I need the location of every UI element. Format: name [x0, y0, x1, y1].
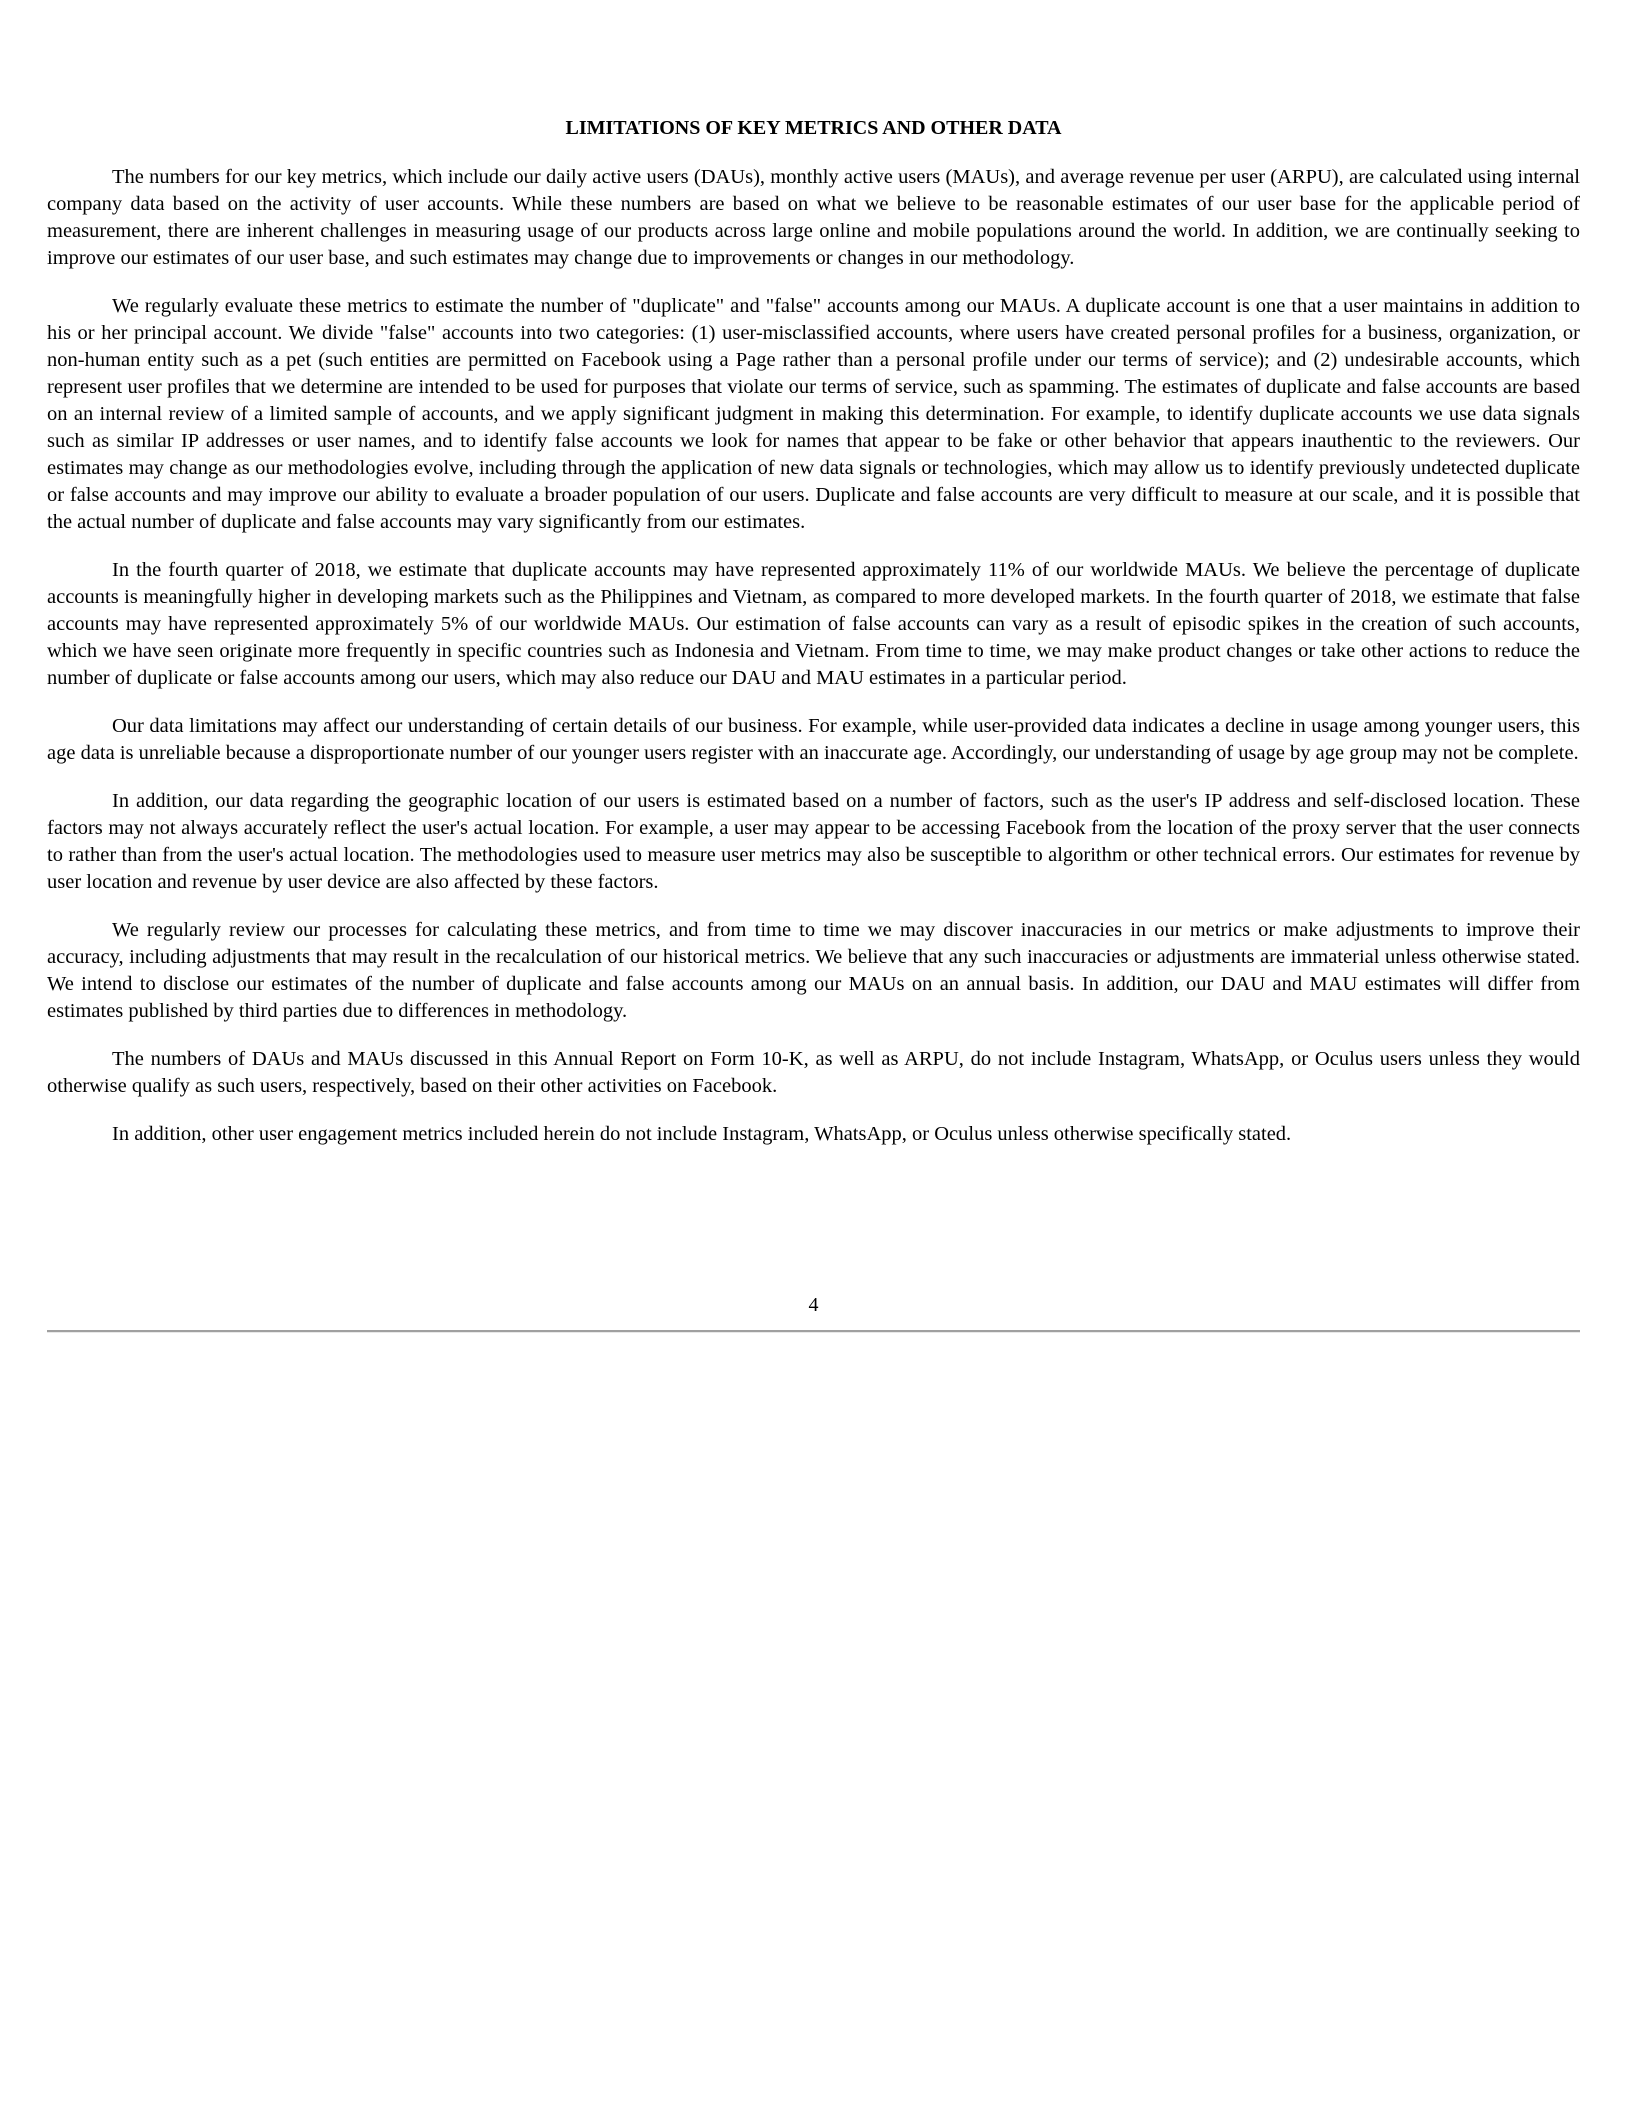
paragraph-metric-review-process: We regularly review our processes for calculating these metrics, and from time to time we may discover inaccuracies in our metrics or make adjustments to improve their accuracy, including adjustments that may result in the recalculation of our historical metrics. We believe that any such inaccuracies or adjustments are immaterial unless otherwise stated. We intend to disclose our estimates of the number of duplicate and false accounts among our MAUs on an annual basis. In addition, our DAU and MAU estimates will differ from estimates published by third parties due to differences in methodology.	[47, 919, 1580, 1022]
page-divider	[47, 1330, 1580, 1333]
document-body	[47, 164, 1580, 1169]
paragraph-dau-mau-scope: The numbers of DAUs and MAUs discussed in this Annual Report on Form 10-K, as well as ARPU, do not include Instagram, WhatsApp, or Oculus users unless they would otherwise qualify as such users, respectively, based on their other activities on Facebook.	[47, 1048, 1580, 1097]
paragraph-geographic-location: In addition, our data regarding the geographic location of our users is estimated based on a number of factors, such as the user's IP address and self-disclosed location. These factors may not always accurately reflect the user's actual location. For example, a user may appear to be accessing Facebook from the location of the proxy server that the user connects to rather than from the user's actual location. The methodologies used to measure user metrics may also be susceptible to algorithm or other technical errors. Our estimates for revenue by user location and revenue by user device are also affected by these factors.	[47, 790, 1580, 893]
section-title: LIMITATIONS OF KEY METRICS AND OTHER DATA	[565, 117, 1062, 139]
paragraph-duplicate-false-accounts: We regularly evaluate these metrics to estimate the number of "duplicate" and "false" accounts among our MAUs. A duplicate account is one that a user maintains in addition to his or her principal account. We divide "false" accounts into two categories: (1) user-misclassified accounts, where users have created personal profiles for a business, organization, or non-human entity such as a pet (such entities are permitted on Facebook using a Page rather than a personal profile under our terms of service); and (2) undesirable accounts, which represent user profiles that we determine are intended to be used for purposes that violate our terms of service, such as spamming. The estimates of duplicate and false accounts are based on an internal review of a limited sample of accounts, and we apply significant judgment in making this determination. For example, to identify duplicate accounts we use data signals such as similar IP addresses or user names, and to identify false accounts we look for names that appear to be fake or other behavior that appears inauthentic to the reviewers. Our estimates may change as our methodologies evolve, including through the application of new data signals or technologies, which may allow us to identify previously undetected duplicate or false accounts and may improve our ability to evaluate a broader population of our users. Duplicate and false accounts are very difficult to measure at our scale, and it is possible that the actual number of duplicate and false accounts may vary significantly from our estimates.	[47, 295, 1580, 533]
page-number: 4	[808, 1294, 819, 1316]
paragraph-key-metrics-overview: The numbers for our key metrics, which include our daily active users (DAUs), monthly active users (MAUs), and average revenue per user (ARPU), are calculated using internal company data based on the activity of user accounts. While these numbers are based on what we believe to be reasonable estimates of our user base for the applicable period of measurement, there are inherent challenges in measuring usage of our products across large online and mobile populations around the world. In addition, we are continually seeking to improve our estimates of our user base, and such estimates may change due to improvements or changes in our methodology.	[47, 166, 1580, 269]
paragraph-engagement-metrics-scope: In addition, other user engagement metrics included herein do not include Instagram, WhatsApp, or Oculus unless otherwise specifically stated.	[112, 1123, 1292, 1145]
paragraph-age-data-limitations: Our data limitations may affect our understanding of certain details of our business. For example, while user-provided data indicates a decline in usage among younger users, this age data is unreliable because a disproportionate number of our younger users register with an inaccurate age. Accordingly, our understanding of usage by age group may not be complete.	[47, 715, 1580, 764]
paragraph-q4-2018-estimates: In the fourth quarter of 2018, we estimate that duplicate accounts may have represented approximately 11% of our worldwide MAUs. We believe the percentage of duplicate accounts is meaningfully higher in developing markets such as the Philippines and Vietnam, as compared to more developed markets. In the fourth quarter of 2018, we estimate that false accounts may have represented approximately 5% of our worldwide MAUs. Our estimation of false accounts can vary as a result of episodic spikes in the creation of such accounts, which we have seen originate more frequently in specific countries such as Indonesia and Vietnam. From time to time, we may make product changes or take other actions to reduce the number of duplicate or false accounts among our users, which may also reduce our DAU and MAU estimates in a particular period.	[47, 559, 1580, 689]
